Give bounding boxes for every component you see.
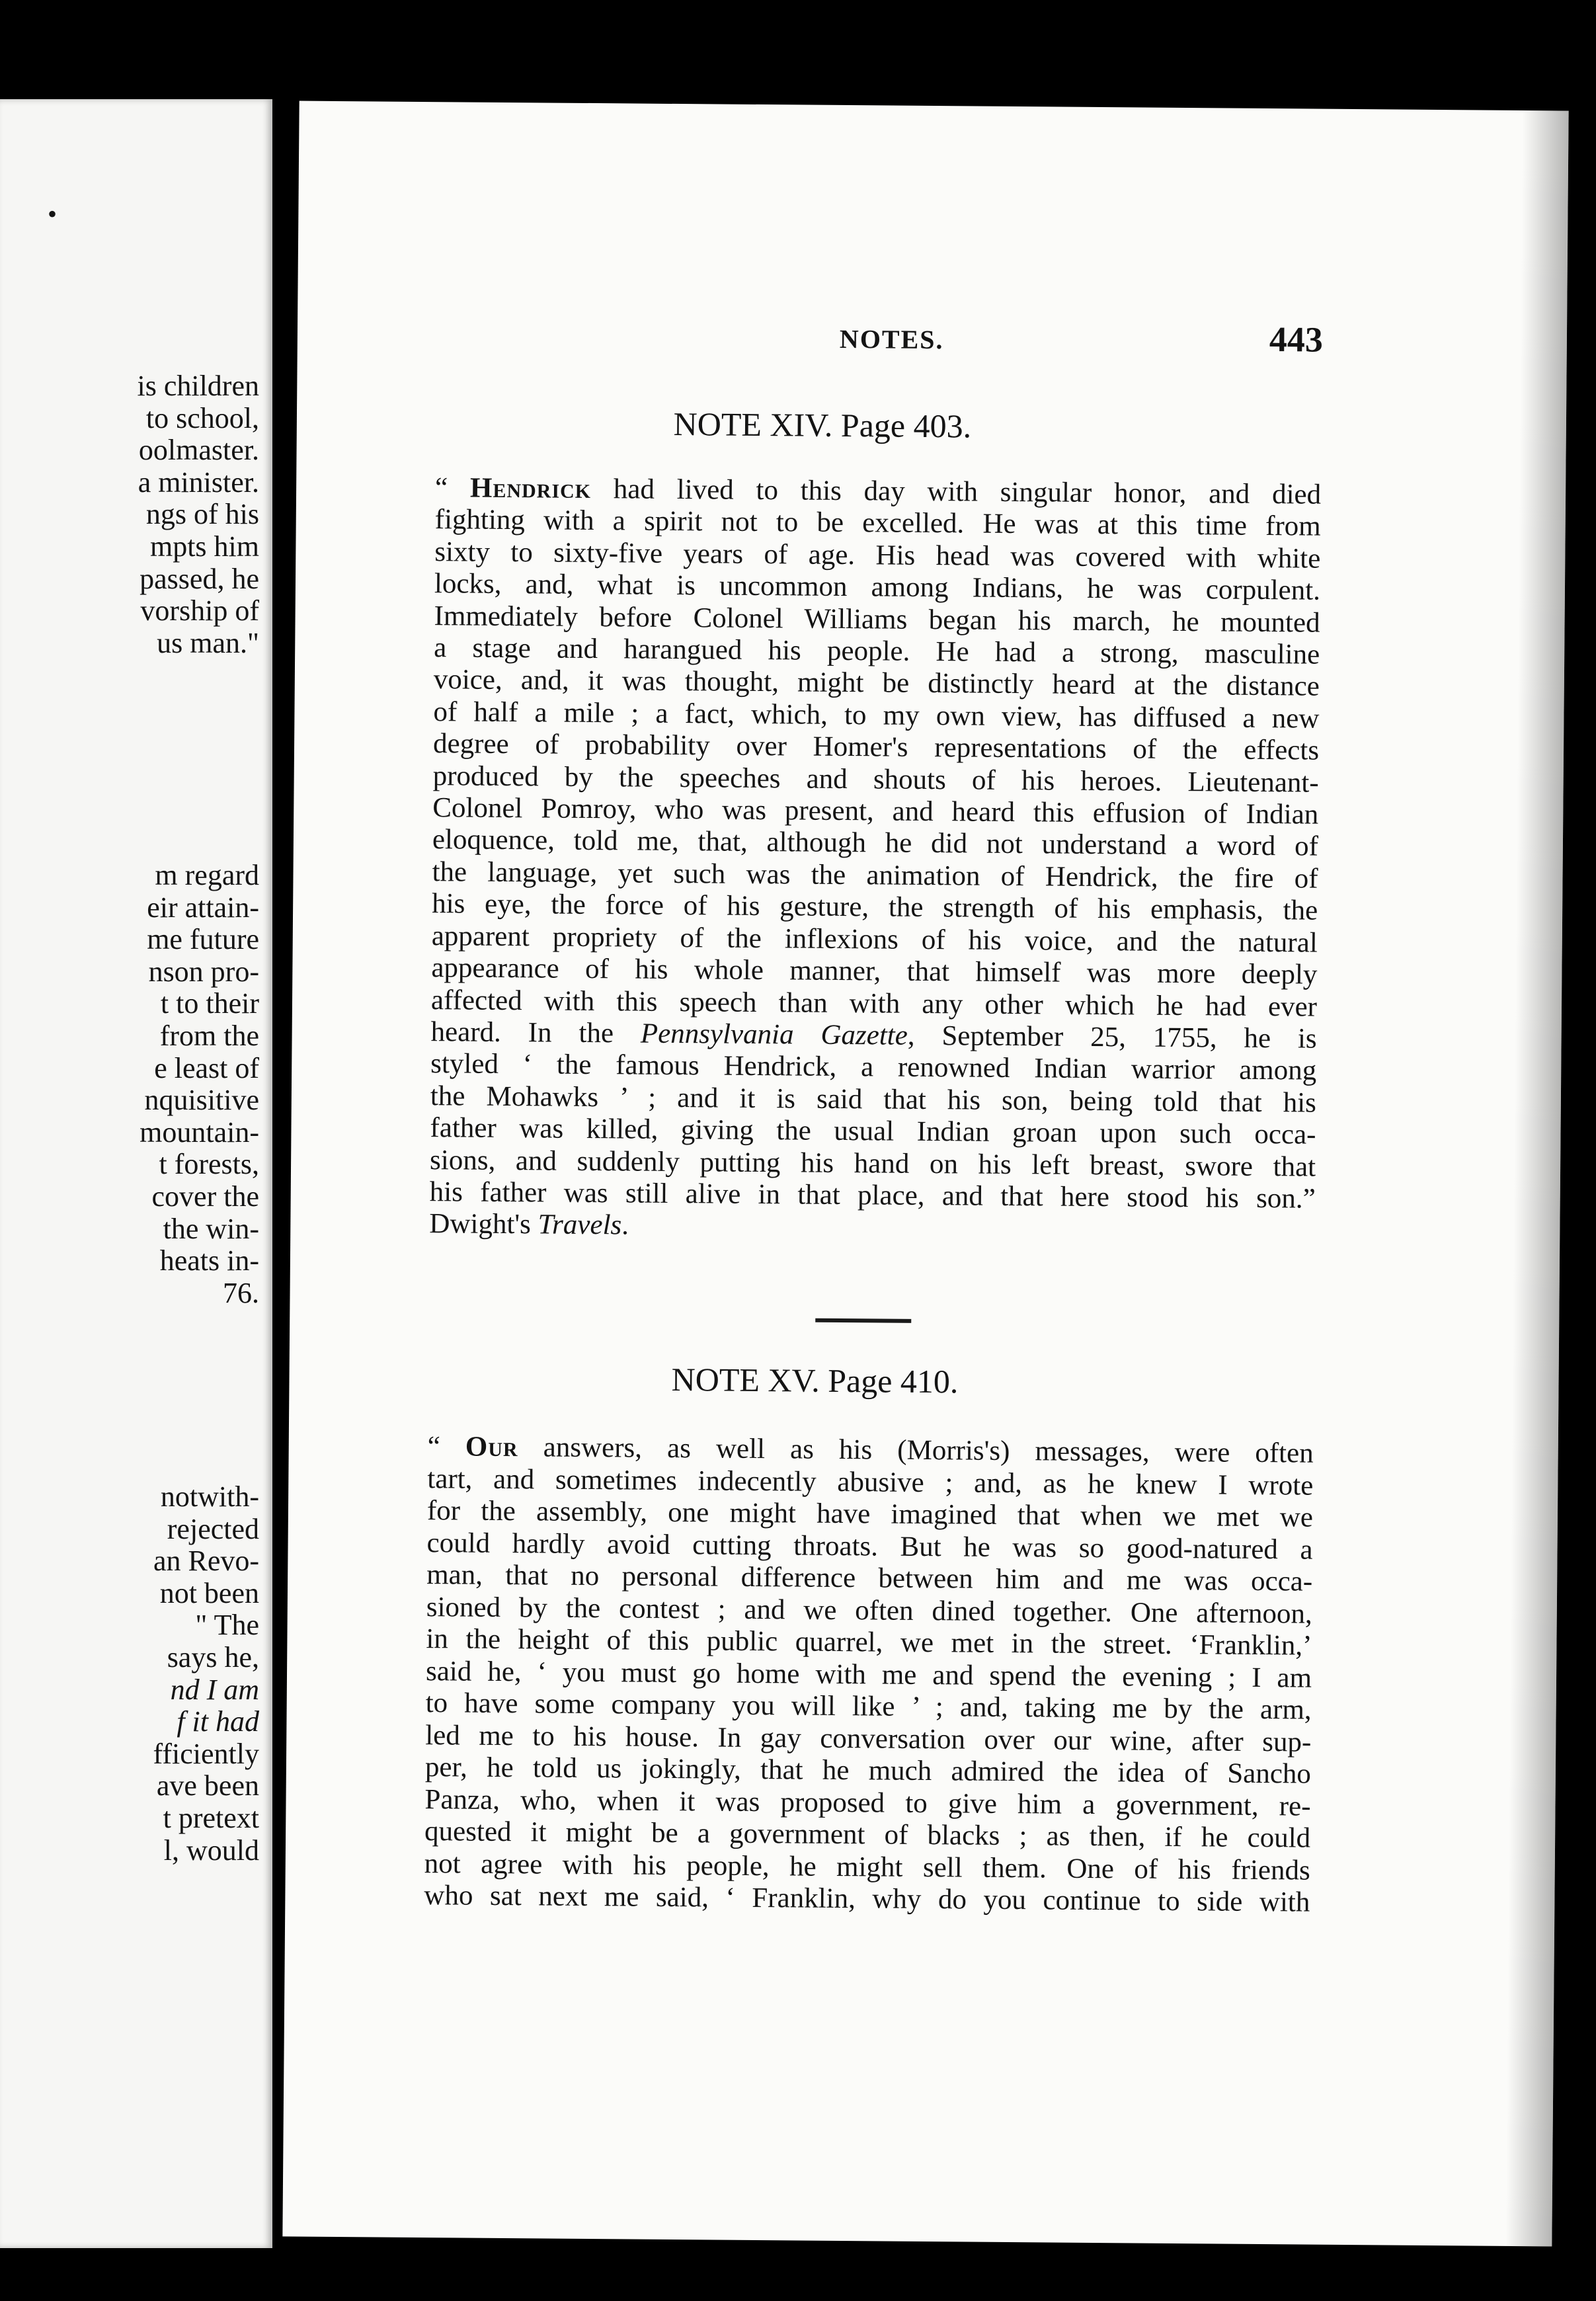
text-line: apparent propriety of the inflexions of his voice, and the natural bbox=[431, 920, 1318, 959]
text-line: an Revo- bbox=[153, 1545, 259, 1578]
text-line: us man." bbox=[157, 626, 259, 659]
gazette-line-pre: heard. In the bbox=[430, 1016, 641, 1049]
note-xiv-heading: NOTE XIV. Page 403. bbox=[673, 405, 972, 445]
text-line: " The bbox=[195, 1609, 259, 1642]
text-line: not been bbox=[159, 1576, 259, 1609]
note-xv-heading: NOTE XV. Page 410. bbox=[671, 1360, 959, 1400]
text-line: is children bbox=[137, 370, 259, 402]
text-line: me future bbox=[147, 923, 259, 956]
text-line: affected with this speech than with any other which he had ever bbox=[430, 984, 1318, 1023]
facing-page bbox=[0, 99, 272, 2248]
text-line: m regard bbox=[155, 859, 259, 891]
text-line: fighting with a spirit not to be excelled. He was at this time from bbox=[434, 504, 1321, 543]
text-line: the win- bbox=[163, 1212, 259, 1245]
text-line: voice, and, it was thought, might be distinctly heard at the distance bbox=[433, 664, 1320, 703]
text-line: said he, ‘ you must go home with me and spend the evening ; I am bbox=[425, 1655, 1312, 1694]
text-line: f it had bbox=[177, 1705, 259, 1738]
source-title: Travels bbox=[538, 1209, 622, 1241]
text-line: styled ‘ the famous Hendrick, a renowned Indian warrior among bbox=[430, 1048, 1317, 1086]
text-line: from the bbox=[159, 1019, 259, 1052]
note-xv-first-line-rest: answers, as well as his (Morris's) messages, were often bbox=[518, 1432, 1314, 1469]
text-line: per, he told us jokingly, that he much admired the idea of Sancho bbox=[424, 1752, 1312, 1790]
text-line: nson pro- bbox=[148, 955, 259, 988]
text-line: mountain- bbox=[140, 1115, 259, 1149]
text-line: his father was still alive in that place, and that here stood his son.” bbox=[429, 1176, 1316, 1215]
text-line: Immediately before Colonel Williams began his march, he mounted bbox=[434, 600, 1320, 639]
text-line: sixty to sixty-five years of age. His head was covered with white bbox=[434, 536, 1321, 575]
text-line: oolmaster. bbox=[138, 434, 259, 467]
text-line: cover the bbox=[151, 1180, 259, 1213]
open-quote: “ bbox=[434, 472, 471, 504]
page-number: 443 bbox=[1269, 319, 1324, 360]
text-line: quested it might be a government of blacks ; as then, if he could bbox=[424, 1816, 1311, 1854]
facing-page-text-block-1 bbox=[0, 370, 259, 659]
text-line: the Mohawks ’ ; and it is said that his son, being told that his bbox=[430, 1080, 1317, 1119]
running-title: NOTES. bbox=[839, 323, 944, 355]
open-quote: “ bbox=[427, 1431, 466, 1463]
gazette-line-post: , September 25, 1755, he is bbox=[907, 1020, 1317, 1055]
text-line: 76. bbox=[223, 1276, 259, 1309]
text-line: passed, he bbox=[140, 562, 259, 595]
text-line: mpts him bbox=[149, 530, 259, 563]
note-xv-body bbox=[424, 1431, 1314, 1919]
text-line: to school, bbox=[145, 401, 259, 434]
note-xiv-first-word: Hendrick bbox=[469, 472, 592, 505]
text-line: t forests, bbox=[159, 1148, 259, 1181]
text-line: his eye, the force of his gesture, the strength of his emphasis, the bbox=[431, 888, 1318, 926]
text-line: eloquence, told me, that, although he did not understand a word of bbox=[432, 824, 1319, 863]
text-line: says he, bbox=[167, 1640, 259, 1674]
text-line: t pretext bbox=[163, 1801, 259, 1834]
text-line: notwith- bbox=[160, 1480, 259, 1513]
text-line: sions, and suddenly putting his hand on his left breast, swore that bbox=[429, 1144, 1316, 1183]
text-line: of half a mile ; a fact, which, to my own view, has diffused a new bbox=[433, 696, 1320, 735]
text-line: for the assembly, one might have imagined that when we met we bbox=[426, 1495, 1314, 1533]
text-line: locks, and, what is uncommon among Indians, he was corpulent. bbox=[434, 568, 1321, 606]
note-xv-lines bbox=[424, 1463, 1313, 1919]
section-divider bbox=[815, 1318, 911, 1323]
text-line: the language, yet such was the animation of Hendrick, the fire of bbox=[432, 856, 1318, 895]
text-line: ave been bbox=[156, 1769, 259, 1802]
text-line: nd I am bbox=[170, 1673, 259, 1706]
text-line: e least of bbox=[154, 1051, 259, 1084]
text-line: produced by the speeches and shouts of his heroes. Lieutenant- bbox=[432, 760, 1319, 799]
text-line: t to their bbox=[160, 987, 259, 1020]
text-line: father was killed, giving the usual Indian groan upon such occa- bbox=[430, 1112, 1316, 1150]
text-line: a minister. bbox=[138, 465, 259, 499]
note-xiv-lines bbox=[431, 505, 1321, 1024]
text-line: fficiently bbox=[153, 1737, 259, 1770]
facing-page-text-block-2 bbox=[0, 860, 259, 1309]
ink-mark: • bbox=[48, 199, 58, 229]
text-line: sioned by the contest ; and we often dined together. One afternoon, bbox=[426, 1591, 1312, 1630]
text-line: heats in- bbox=[159, 1244, 259, 1277]
text-line: man, that no personal difference between him and me was occa- bbox=[426, 1559, 1313, 1597]
facing-page-text-block-3 bbox=[0, 1481, 259, 1867]
text-line: appearance of his whole manner, that himself was more deeply bbox=[431, 952, 1318, 990]
text-line: Panza, who, when it was proposed to give him a government, re- bbox=[424, 1783, 1311, 1822]
text-line: to have some company you will like ’ ; and, taking me by the arm, bbox=[425, 1687, 1312, 1726]
text-line: nquisitive bbox=[144, 1084, 259, 1117]
note-xiv-source bbox=[429, 1208, 1315, 1247]
text-line: not agree with his people, he might sell them. One of his friends bbox=[424, 1847, 1310, 1886]
text-line: in the height of this public quarrel, we met in the street. ‘Franklin,’ bbox=[426, 1623, 1312, 1662]
book-page bbox=[282, 101, 1568, 2247]
text-line: eir attain- bbox=[147, 891, 259, 924]
text-line: Colonel Pomroy, who was present, and heard this effusion of Indian bbox=[432, 792, 1319, 830]
text-line: tart, and sometimes indecently abusive ; and, as he knew I wrote bbox=[427, 1463, 1314, 1502]
text-line: ngs of his bbox=[145, 498, 259, 531]
text-line: led me to his house. In gay conversation over our wine, after sup- bbox=[425, 1719, 1312, 1758]
gazette-title: Pennsylvania Gazette bbox=[640, 1018, 908, 1051]
note-xiv-lines-2 bbox=[430, 1048, 1317, 1215]
source-author: Dwight's bbox=[429, 1208, 538, 1240]
source-end: . bbox=[621, 1209, 629, 1241]
note-xiv-first-line-rest: had lived to this day with singular honor, and died bbox=[590, 473, 1322, 510]
text-line: a stage and harangued his people. He had a strong, masculine bbox=[434, 632, 1320, 670]
note-xiv-body bbox=[429, 472, 1321, 1247]
text-line: who sat next me said, ‘ Franklin, why do you continue to side with bbox=[424, 1880, 1310, 1918]
text-line: l, would bbox=[163, 1834, 259, 1867]
text-line: could hardly avoid cutting throats. But he was so good-natured a bbox=[426, 1527, 1313, 1566]
text-line: vorship of bbox=[140, 594, 259, 627]
note-xv-first-word: Our bbox=[465, 1431, 518, 1463]
text-line: degree of probability over Homer's representations of the effects bbox=[432, 728, 1320, 766]
text-line: rejected bbox=[167, 1512, 259, 1545]
